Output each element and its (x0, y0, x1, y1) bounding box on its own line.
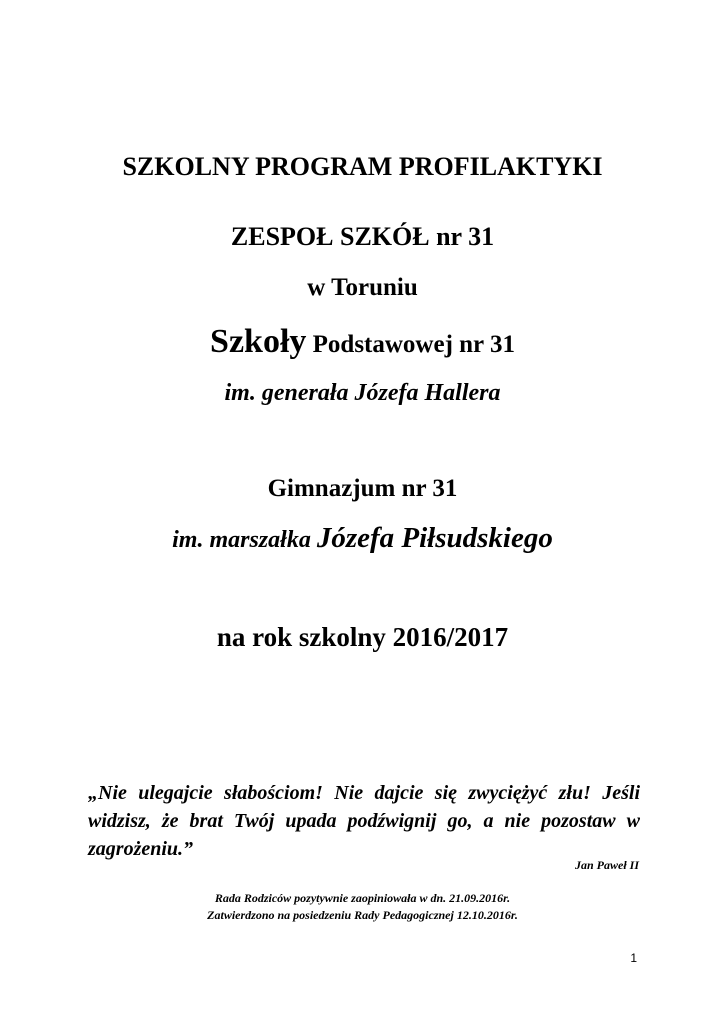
document-title: SZKOLNY PROGRAM PROFILAKTYKI (122, 152, 603, 181)
parents-council-approval: Rada Rodziców pozytywnie zaopiniowała w dn. 21.09.2016r. (214, 891, 511, 905)
quote-author: Jan Paweł II (574, 858, 639, 872)
school-complex-name: ZESPOŁ SZKÓŁ nr 31 (230, 222, 495, 251)
primary-school-line (0, 323, 725, 361)
page-number: 1 (630, 951, 637, 965)
primary-school-word: Szkoły (210, 323, 307, 360)
pedagogical-council-approval: Zatwierdzono na posiedzeniu Rady Pedagogicznej 12.10.2016r. (207, 908, 518, 922)
primary-school-patron: im. generała Józefa Hallera (224, 380, 501, 406)
city-line: w Toruniu (307, 274, 418, 301)
school-year: na rok szkolny 2016/2017 (216, 622, 509, 652)
gymnasium-patron-prefix: im. marszałka (172, 527, 311, 553)
gymnasium-patron-name: Józefa Piłsudskiego (316, 522, 553, 554)
gymnasium-patron-line (0, 522, 725, 555)
gymnasium-name: Gimnazjum nr 31 (267, 475, 458, 502)
motto-quote: „Nie ulegajcie słabościom! Nie dajcie się zwyciężyć złu! Jeśli widzisz, że brat Twój upada podźwignij go, a nie pozostaw w zagrożeniu.” (88, 782, 640, 860)
primary-school-rest: Podstawowej nr 31 (312, 331, 515, 358)
